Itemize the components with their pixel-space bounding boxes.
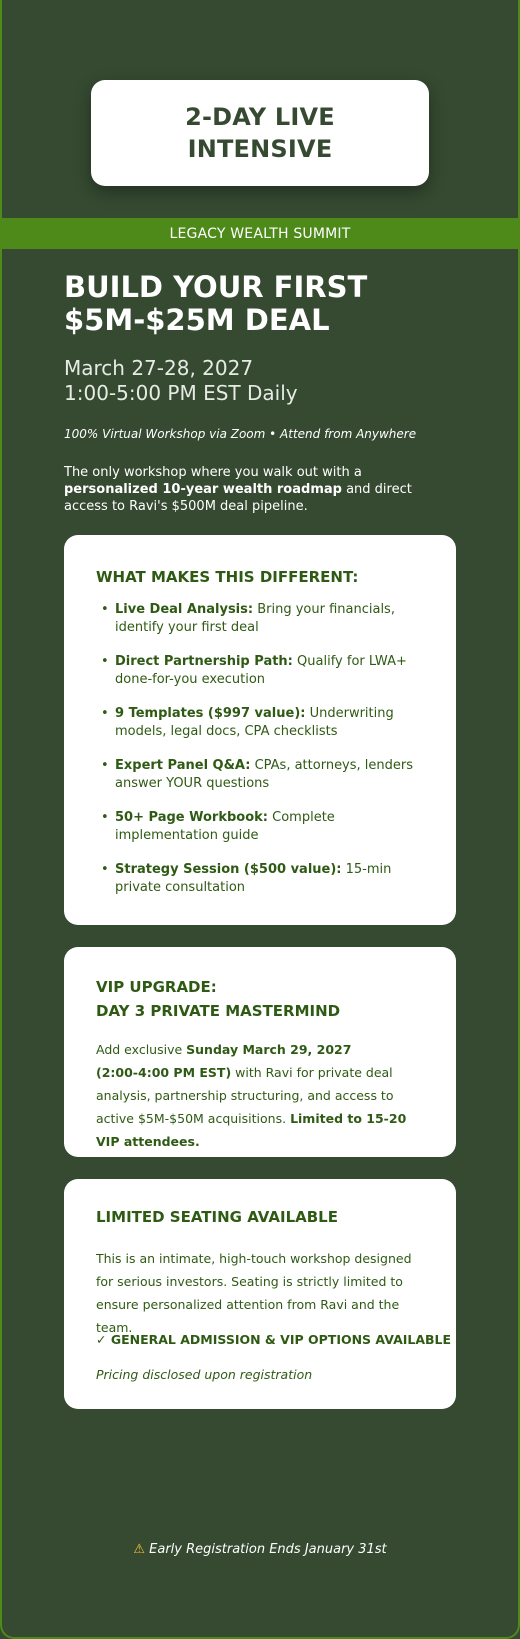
vip-limit: Limited to 15-20 VIP attendees. [96,1111,407,1149]
admission-options: ✓ GENERAL ADMISSION & VIP OPTIONS AVAILABLE [96,1332,452,1347]
hero-card [91,80,429,186]
summit-banner-label: LEGACY WEALTH SUMMIT [169,225,351,242]
vip-text-middle: with Ravi for private deal analysis, partnership structuring, and access to active $5M-$50M acquisitions. [96,1065,394,1126]
event-schedule [64,356,484,406]
vip-card [64,947,456,1157]
intro-text-after: and direct access to Ravi's $500M deal pipeline. [64,482,412,514]
vip-text-before: Add exclusive [96,1042,183,1057]
page-headline [64,271,484,337]
vip-description [96,1038,428,1153]
seating-description: This is an intimate, high-touch workshop designed for serious investors. Seating is strictly limited to ensure personalized attention from Ravi and the team. [96,1251,412,1335]
bullet-icon: • [101,654,109,669]
intro-text-before: The only workshop where you walk out with a [64,465,362,480]
headline-line-2: $5M-$25M DEAL [64,303,330,337]
deadline-text: Early Registration Ends January 31st [149,1542,387,1557]
feature-text: Underwriting models, legal docs, CPA checklists [115,706,394,739]
vip-date: Sunday March 29, 2027 [186,1042,352,1057]
list-item [96,757,426,809]
list-item [96,653,426,705]
virtual-note: 100% Virtual Workshop via Zoom • Attend from Anywhere [64,427,417,441]
feature-text: Complete implementation guide [115,810,335,843]
bullet-icon: • [101,810,109,825]
list-item [96,861,426,913]
vip-title-line-1: VIP UPGRADE: [96,978,217,996]
seating-title: LIMITED SEATING AVAILABLE [96,1208,338,1226]
summit-banner [0,218,520,249]
feature-text: Qualify for LWA+ done-for-you execution [115,654,407,687]
vip-title-line-2: DAY 3 PRIVATE MASTERMIND [96,1002,341,1020]
list-item [96,809,426,861]
feature-text: Bring your financials, identify your first deal [115,602,395,635]
feature-name: Live Deal Analysis: [115,602,254,617]
vip-time: (2:00-4:00 PM EST) [96,1065,232,1080]
hero-title-line-1: 2-DAY LIVE [185,103,335,131]
feature-name: 9 Templates ($997 value): [115,706,306,721]
hero-title-line-2: INTENSIVE [187,135,333,163]
list-item [96,601,426,653]
different-card [64,535,456,925]
bullet-icon: • [101,862,109,877]
intro-paragraph [64,464,456,515]
feature-text: CPAs, attorneys, lenders answer YOUR questions [115,758,414,791]
feature-list [96,601,426,913]
bullet-icon: • [101,758,109,773]
bullet-icon: • [101,602,109,617]
feature-name: Expert Panel Q&A: [115,758,251,773]
different-title: WHAT MAKES THIS DIFFERENT: [96,568,359,586]
seating-card [64,1179,456,1409]
feature-name: Direct Partnership Path: [115,654,293,669]
intro-text-bold: personalized 10-year wealth roadmap [64,482,342,497]
headline-line-1: BUILD YOUR FIRST [64,270,368,304]
feature-name: 50+ Page Workbook: [115,810,268,825]
pricing-note: Pricing disclosed upon registration [96,1367,313,1382]
feature-name: Strategy Session ($500 value): [115,862,342,877]
event-time: 1:00-5:00 PM EST Daily [64,381,298,405]
feature-text: 15-min private consultation [115,862,392,895]
registration-deadline [0,1541,520,1559]
bullet-icon: • [101,706,109,721]
event-date: March 27-28, 2027 [64,356,254,380]
warning-icon: ⚠ [133,1542,145,1557]
list-item [96,705,426,757]
